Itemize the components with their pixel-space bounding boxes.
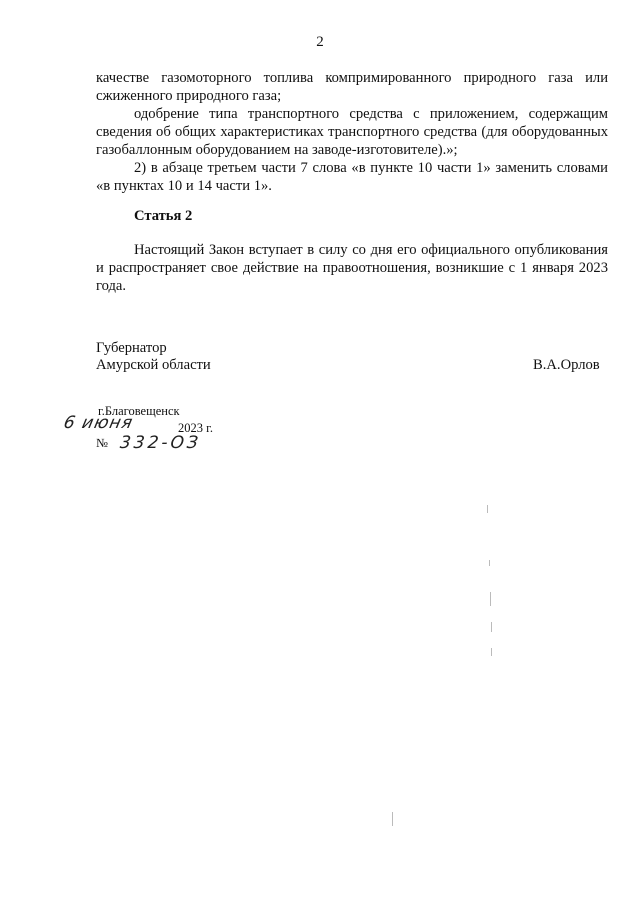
paragraph-amendment-2: 2) в абзаце третьем части 7 слова «в пункте 10 части 1» заменить словами «в пунктах 10 и 14 части 1». bbox=[96, 160, 608, 194]
scan-speck bbox=[490, 592, 491, 606]
article-heading: Статья 2 bbox=[134, 208, 193, 224]
amendment-text bbox=[96, 69, 608, 195]
signatory-title bbox=[96, 340, 211, 374]
scan-speck bbox=[491, 648, 492, 656]
paragraph-continuation: качестве газомоторного топлива компримированного природного газа или сжиженного природного газа; bbox=[96, 70, 608, 104]
scan-speck bbox=[491, 622, 492, 632]
paragraph-type-approval: одобрение типа транспортного средства с приложением, содержащим сведения об общих характеристиках транспортного средства (для оборудованных газобаллонным оборудованием на заводе-изготовителе).»; bbox=[96, 106, 608, 158]
signatory-title-line1: Губернатор bbox=[96, 340, 167, 356]
scan-speck bbox=[487, 505, 488, 513]
scan-speck bbox=[392, 812, 393, 826]
article-text: Настоящий Закон вступает в силу со дня его официального опубликования и распространяет свое действие на правоотношения, возникшие с 1 января 2023 года. bbox=[96, 242, 608, 294]
scan-speck bbox=[489, 560, 490, 566]
city: г.Благовещенск bbox=[98, 404, 180, 418]
handwritten-law-number: 332-ОЗ bbox=[118, 433, 202, 453]
page-number: 2 bbox=[316, 34, 324, 50]
handwritten-date: 6 июня bbox=[61, 413, 136, 433]
year: 2023 г. bbox=[178, 421, 213, 435]
signatory-title-line2: Амурской области bbox=[96, 357, 211, 373]
article-body bbox=[96, 241, 608, 295]
number-sign: № bbox=[96, 436, 108, 450]
signatory-name: В.А.Орлов bbox=[533, 357, 600, 373]
